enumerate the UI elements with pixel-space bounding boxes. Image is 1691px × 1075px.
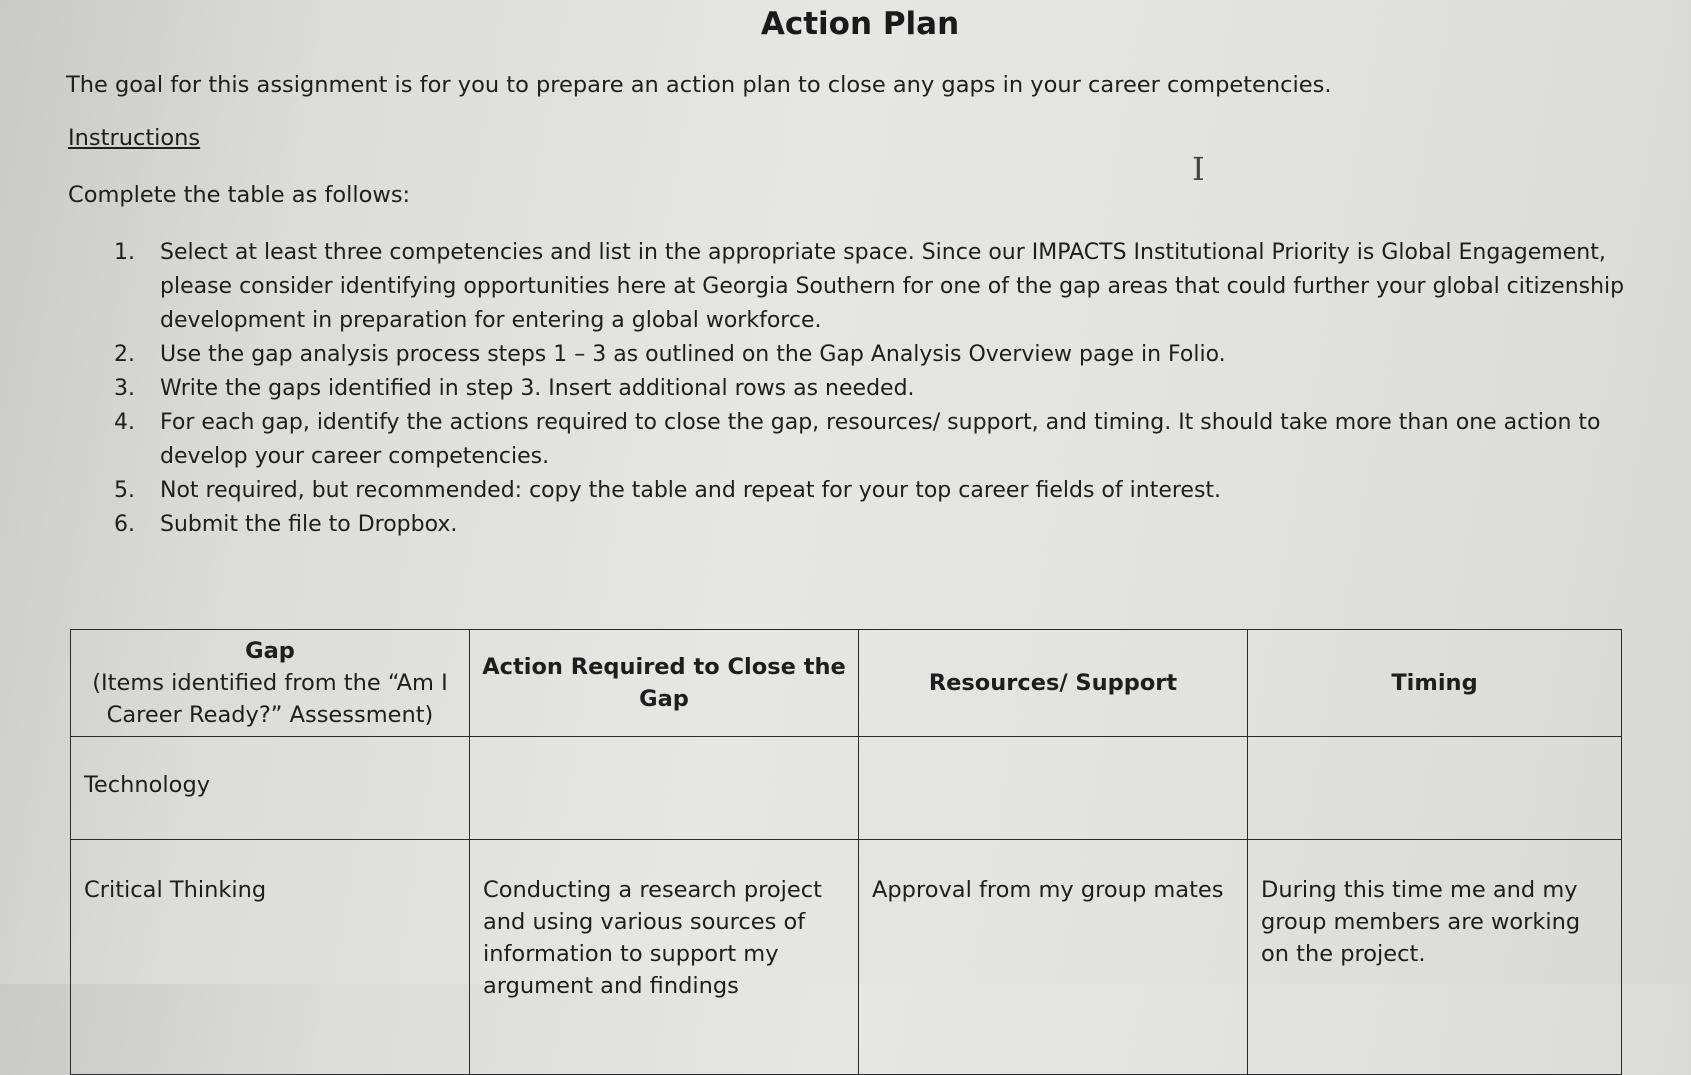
header-resources-label: Resources/ Support (928, 670, 1178, 696)
step-number: 4. (114, 410, 135, 435)
cell-timing[interactable]: During this time me and my group members are working on the project. (1248, 840, 1622, 1075)
header-action (470, 630, 859, 737)
step-number: 1. (114, 240, 135, 265)
step-text: Use the gap analysis process steps 1 – 3 as outlined on the Gap Analysis Overview page in Folio. (160, 342, 1226, 367)
step-item (114, 338, 1634, 372)
cell-action[interactable]: Conducting a research project and using various sources of information to support my argument and findings (470, 840, 859, 1075)
step-number: 2. (114, 342, 135, 367)
step-text: Not required, but recommended: copy the table and repeat for your top career fields of interest. (160, 478, 1222, 503)
step-number: 5. (114, 478, 135, 503)
step-item (114, 236, 1634, 338)
header-resources (859, 630, 1248, 737)
step-number: 6. (114, 512, 135, 537)
step-number: 3. (114, 376, 135, 401)
page-title: Action Plan (760, 6, 960, 42)
header-gap-subtitle: (Items identified from the “Am I Career Ready?” Assessment) (92, 670, 448, 728)
instructions-heading: Instructions (68, 125, 201, 151)
header-action-label: Action Required to Close the Gap (482, 654, 846, 712)
header-timing-label: Timing (1391, 670, 1478, 696)
goal-text: The goal for this assignment is for you to prepare an action plan to close any gaps in your career competencies. (66, 72, 1332, 98)
cell-action[interactable] (470, 737, 859, 840)
instruction-steps (114, 236, 1634, 542)
text-cursor-icon: I (1192, 150, 1205, 188)
step-item (114, 406, 1634, 474)
cell-resources[interactable]: Approval from my group mates (859, 840, 1248, 1075)
step-item (114, 372, 1634, 406)
step-item (114, 508, 1634, 542)
step-item (114, 474, 1634, 508)
header-gap-title: Gap (245, 638, 295, 664)
step-text: Select at least three competencies and list in the appropriate space. Since our IMPACTS Institutional Priority is Global Engagement, please consider identifying opportunities here at Georgia Southern for one of the gap areas that could further your global citizenship development in preparation for entering a global workforce. (160, 240, 1625, 333)
header-gap (71, 630, 470, 737)
table-row (71, 840, 1622, 1075)
table-header-row (71, 630, 1622, 737)
cell-gap[interactable]: Technology (71, 737, 470, 840)
cell-timing[interactable] (1248, 737, 1622, 840)
action-plan-table (70, 629, 1622, 1075)
step-text: Submit the file to Dropbox. (160, 512, 458, 537)
step-text: Write the gaps identified in step 3. Insert additional rows as needed. (160, 376, 915, 401)
header-timing (1248, 630, 1622, 737)
table-row (71, 737, 1622, 840)
step-text: For each gap, identify the actions required to close the gap, resources/ support, and timing. It should take more than one action to develop your career competencies. (160, 410, 1601, 469)
cell-gap[interactable]: Critical Thinking (71, 840, 470, 1075)
cell-resources[interactable] (859, 737, 1248, 840)
intro-text: Complete the table as follows: (68, 182, 411, 208)
